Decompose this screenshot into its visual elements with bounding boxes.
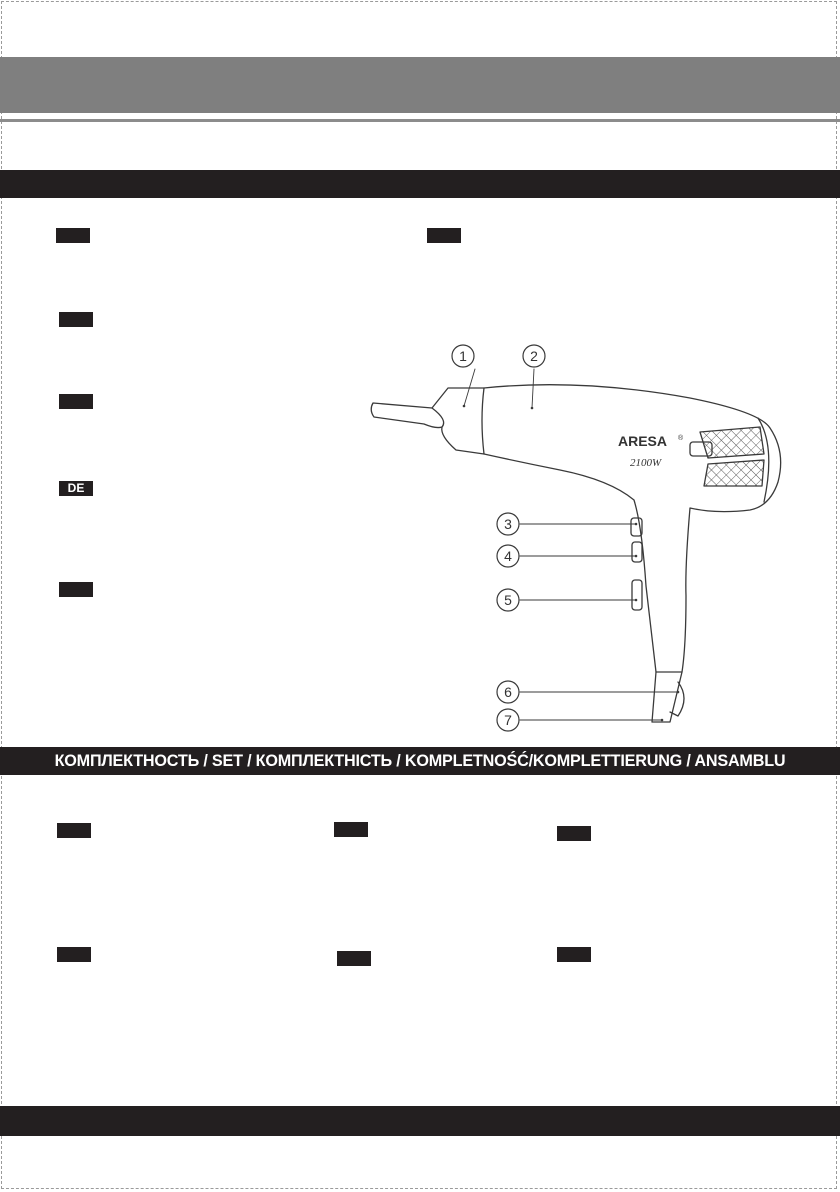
lang-badge — [557, 947, 591, 962]
callout-1: 1 — [459, 348, 467, 364]
callout-3: 3 — [504, 516, 512, 532]
dryer-body-shape — [484, 385, 781, 672]
callout-7: 7 — [504, 712, 512, 728]
callout-5: 5 — [504, 592, 512, 608]
lang-badge — [427, 228, 461, 243]
brand-registered-mark: ® — [678, 435, 684, 442]
brand-logo-text: ARESA — [618, 433, 668, 449]
lang-badge — [334, 822, 368, 837]
callout-6: 6 — [504, 684, 512, 700]
set-heading: КОМПЛЕКТНОСТЬ / SET / КОМПЛЕКТНІСТЬ / KOMPLETNOŚĆ/KOMPLETTIERUNG / ANSAMBLU — [0, 747, 840, 775]
lang-badge — [57, 947, 91, 962]
footer-bar — [0, 1106, 840, 1136]
lang-badge — [557, 826, 591, 841]
lang-badge-de: DE — [59, 481, 93, 496]
lang-badge — [59, 312, 93, 327]
lang-badge — [57, 823, 91, 838]
lang-badge — [337, 951, 371, 966]
callout-4: 4 — [504, 548, 512, 564]
power-rating-label: 2100W — [630, 457, 662, 469]
header-band — [0, 57, 840, 113]
lang-badge — [59, 394, 93, 409]
section-bar — [0, 170, 840, 198]
lang-badge — [56, 228, 90, 243]
header-rule — [0, 119, 840, 122]
lang-badge — [59, 582, 93, 597]
hair-dryer-illustration — [360, 336, 790, 736]
callout-2: 2 — [530, 348, 538, 364]
